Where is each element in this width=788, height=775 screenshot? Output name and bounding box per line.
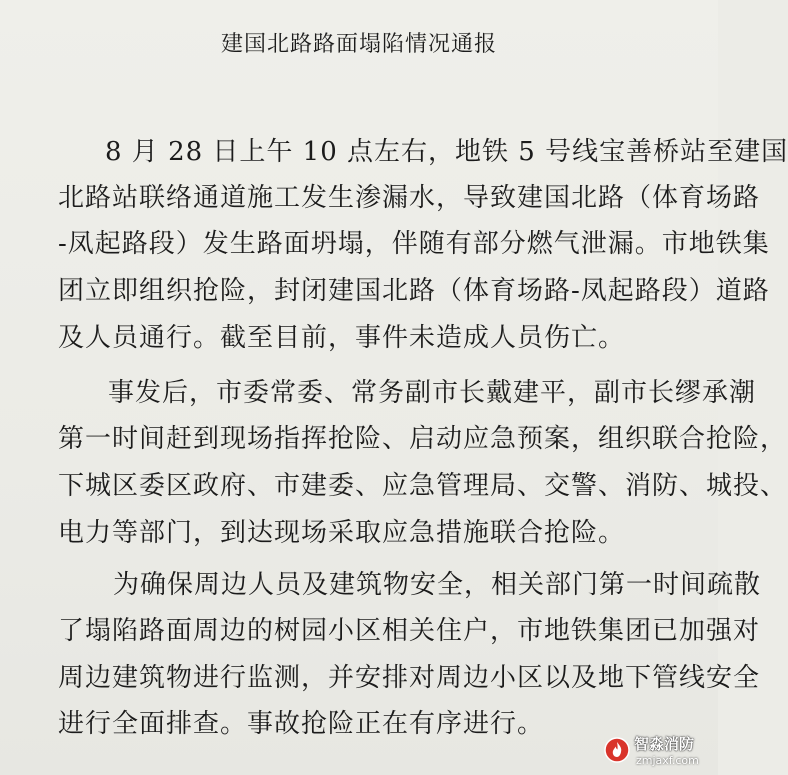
paragraph-2-line-1: 事发后，市委常委、常务副市长戴建平，副市长缪承潮: [108, 378, 757, 408]
paragraph-1-line-3: -凤起路段）发生路面坍塌，伴随有部分燃气泄漏。市地铁集: [58, 229, 770, 259]
paragraph-1-line-4: 团立即组织抢险，封闭建国北路（体育场路-凤起路段）道路: [58, 276, 770, 306]
watermark-name: 智淼消防: [634, 735, 695, 753]
paragraph-1-line-1: 8 月 28 日上午 10 点左右，地铁 5 号线宝善桥站至建国: [105, 137, 788, 167]
paragraph-3-line-1: 为确保周边人员及建筑物安全，相关部门第一时间疏散: [113, 570, 762, 600]
paragraph-3-line-2: 了塌陷路面周边的树园小区相关住户，市地铁集团已加强对: [58, 616, 761, 646]
paragraph-2-line-4: 电力等部门，到达现场采取应急措施联合抢险。: [58, 518, 626, 548]
watermark-url: zmjaxf.com: [636, 754, 699, 767]
paragraph-2-line-2: 第一时间赶到现场指挥抢险、启动应急预案，组织联合抢险，: [58, 424, 788, 454]
paragraph-1-line-2: 北路站联络通道施工发生渗漏水，导致建国北路（体育场路: [58, 183, 761, 213]
paragraph-3-line-3: 周边建筑物进行监测，并安排对周边小区以及地下管线安全: [58, 663, 761, 693]
paragraph-1-line-5: 及人员通行。截至目前，事件未造成人员伤亡。: [58, 323, 626, 353]
flame-badge-icon: [604, 737, 630, 763]
document-title: 建国北路路面塌陷情况通报: [220, 32, 497, 57]
paragraph-3-line-4: 进行全面排查。事故抢险正在有序进行。: [58, 709, 545, 739]
paragraph-2-line-3: 下城区委区政府、市建委、应急管理局、交警、消防、城投、: [58, 471, 788, 501]
site-watermark: [604, 735, 710, 769]
